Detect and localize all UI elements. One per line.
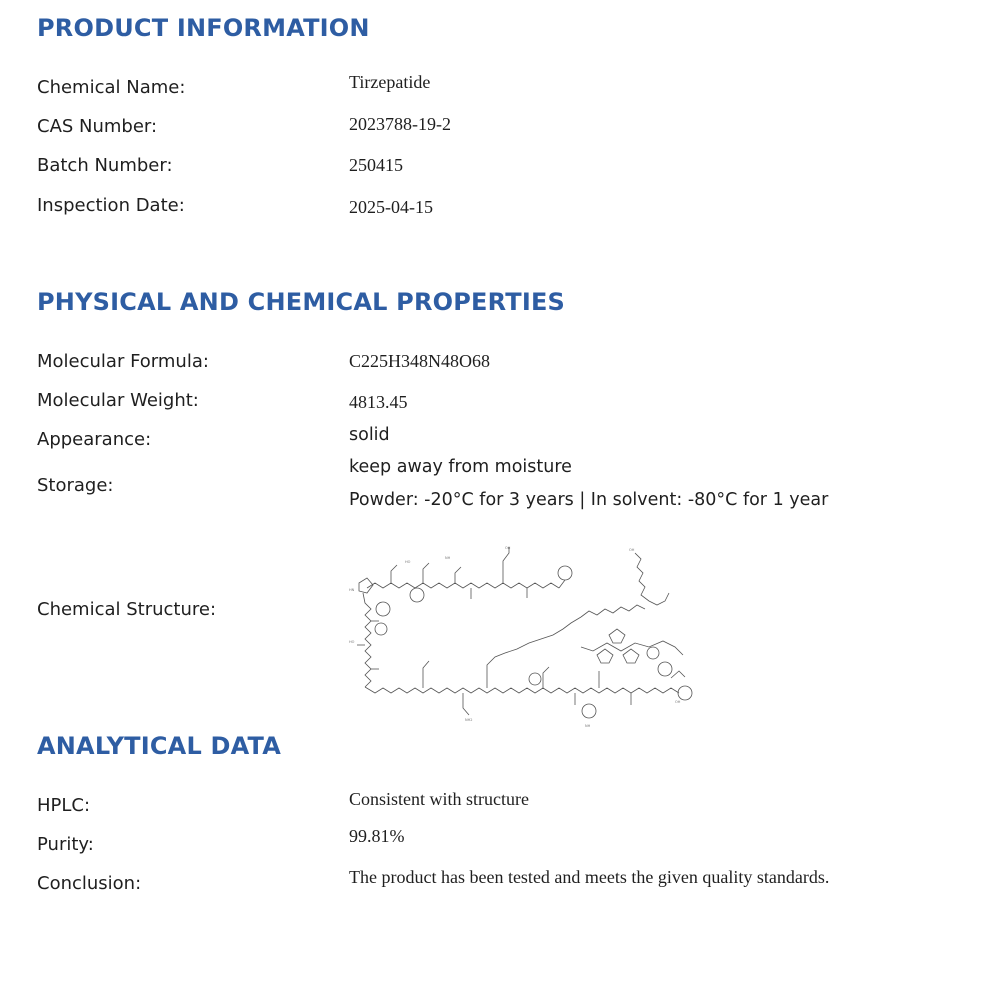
product-information-heading: PRODUCT INFORMATION: [37, 14, 370, 42]
conclusion-label: Conclusion:: [37, 873, 142, 894]
storage-label: Storage:: [37, 475, 114, 496]
svg-text:NH2: NH2: [465, 718, 473, 722]
appearance-label: Appearance:: [37, 429, 152, 450]
hplc-label: HPLC:: [37, 795, 91, 816]
molecular-weight-label: Molecular Weight:: [37, 390, 199, 411]
storage-value-line2: Powder: -20°C for 3 years | In solvent: -80°C for 1 year: [349, 490, 829, 510]
inspection-date-label: Inspection Date:: [37, 195, 185, 216]
physical-chemical-properties-heading: PHYSICAL AND CHEMICAL PROPERTIES: [37, 288, 566, 316]
svg-text:NH: NH: [445, 556, 451, 560]
molecular-formula-value: C225H348N48O68: [349, 351, 491, 371]
svg-text:OH: OH: [505, 546, 511, 550]
hplc-value: Consistent with structure: [349, 789, 529, 809]
svg-text:HO: HO: [405, 560, 411, 564]
cas-number-label: CAS Number:: [37, 116, 158, 137]
inspection-date-value: 2025-04-15: [349, 197, 433, 217]
molecular-weight-value: 4813.45: [349, 392, 408, 412]
appearance-value: solid: [349, 425, 390, 445]
svg-text:HN: HN: [349, 588, 355, 592]
chemical-structure-image: [345, 543, 705, 738]
svg-text:OH: OH: [629, 548, 635, 552]
batch-number-value: 250415: [349, 155, 403, 175]
purity-label: Purity:: [37, 834, 94, 855]
chemical-name-label: Chemical Name:: [37, 77, 186, 98]
chemical-name-value: Tirzepatide: [349, 72, 431, 92]
batch-number-label: Batch Number:: [37, 155, 173, 176]
chemical-structure-label: Chemical Structure:: [37, 599, 217, 620]
svg-text:HO: HO: [349, 640, 355, 644]
purity-value: 99.81%: [349, 826, 405, 846]
analytical-data-heading: ANALYTICAL DATA: [37, 732, 282, 760]
svg-text:OH: OH: [675, 700, 681, 704]
molecular-formula-label: Molecular Formula:: [37, 351, 209, 372]
conclusion-value: The product has been tested and meets the given quality standards.: [349, 867, 830, 887]
svg-text:NH: NH: [585, 724, 591, 728]
cas-number-value: 2023788-19-2: [349, 114, 451, 134]
storage-value-line1: keep away from moisture: [349, 457, 572, 477]
